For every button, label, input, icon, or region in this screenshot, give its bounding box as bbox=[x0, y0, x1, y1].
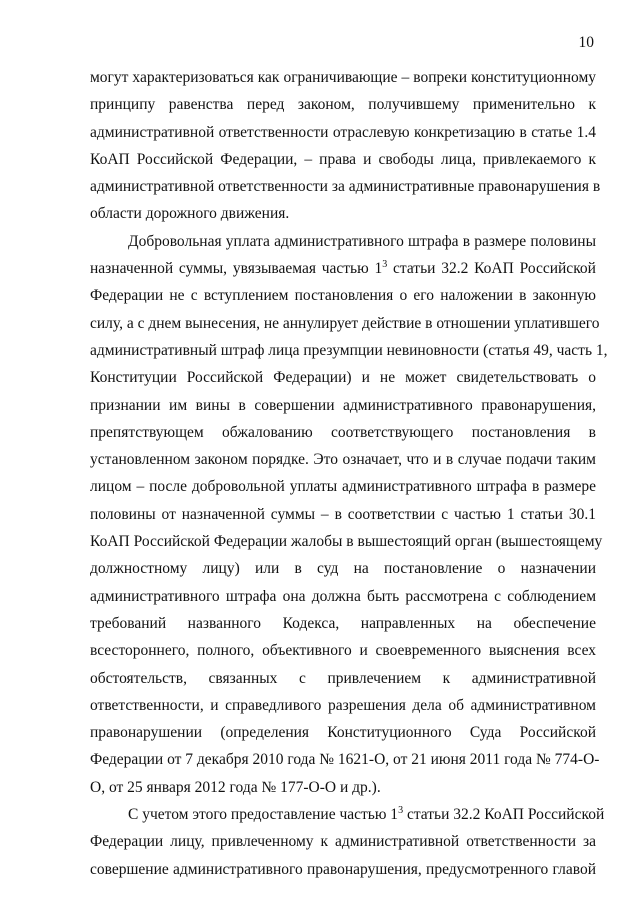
text-line: препятствующем обжалованию соответствующего постановления в bbox=[90, 423, 596, 441]
superscript: 3 bbox=[398, 805, 404, 817]
text-line: административной ответственности за административные правонарушения в bbox=[90, 178, 601, 196]
text-line: установленном законом порядке. Это означает, что и в случае подачи таким bbox=[90, 451, 596, 469]
superscript: 3 bbox=[382, 259, 388, 271]
text-line: административный штраф лица презумпции невиновности (статья 49, часть 1, bbox=[90, 341, 608, 359]
text-fragment: статьи 32.2 КоАП Российской bbox=[403, 806, 605, 824]
text-line: принципу равенства перед законом, получившему применительно к bbox=[90, 96, 596, 114]
text-fragment: С учетом этого предоставление частью 1 bbox=[128, 806, 399, 824]
text-line: требований названного Кодекса, направленных на обеспечение bbox=[90, 614, 596, 632]
document-body bbox=[90, 64, 608, 883]
text-line: обстоятельств, связанных с привлечением к административной bbox=[90, 669, 596, 687]
text-line: О, от 25 января 2012 года № 177-О-О и др.). bbox=[90, 778, 381, 796]
text-line: административного штрафа она должна быть рассмотрена с соблюдением bbox=[90, 587, 596, 605]
text-line: административной ответственности отраслевую конкретизацию в статье 1.4 bbox=[90, 123, 596, 141]
text-line: половины от назначенной суммы – в соответствии с частью 1 статьи 30.1 bbox=[90, 505, 596, 523]
text-line: ответственности, и справедливого разрешения дела об административном bbox=[90, 696, 596, 714]
text-line: Федерации не с вступлением постановления о его наложении в законную bbox=[90, 287, 596, 305]
text-line: Добровольная уплата административного штрафа в размере половины bbox=[128, 232, 596, 250]
text-fragment: назначенной суммы, увязываемая частью 1 bbox=[90, 260, 383, 278]
text-line: совершение административного правонарушения, предусмотренного главой bbox=[90, 860, 596, 878]
text-line: области дорожного движения. bbox=[90, 205, 290, 223]
text-line bbox=[90, 255, 596, 282]
text-line: правонарушении (определения Конституционного Суда Российской bbox=[90, 724, 596, 742]
text-line: признании им вины в совершении административного правонарушения, bbox=[90, 396, 596, 414]
text-line: могут характеризоваться как ограничивающие – вопреки конституционному bbox=[90, 69, 596, 86]
text-fragment: статьи 32.2 КоАП Российской bbox=[387, 260, 596, 278]
text-line: должностному лицу) или в суд на постановление о назначении bbox=[90, 560, 596, 578]
text-line bbox=[90, 801, 605, 828]
text-line: Конституции Российской Федерации) и не может свидетельствовать о bbox=[90, 369, 596, 387]
text-line: всестороннего, полного, объективного и своевременного выяснения всех bbox=[90, 642, 596, 660]
text-line: Федерации лицу, привлеченному к административной ответственности за bbox=[90, 833, 596, 851]
text-line: лицом – после добровольной уплаты административного штрафа в размере bbox=[90, 478, 596, 496]
text-line: силу, а с днем вынесения, не аннулирует действие в отношении уплатившего bbox=[90, 314, 600, 332]
text-line: КоАП Российской Федерации жалобы в вышестоящий орган (вышестоящему bbox=[90, 533, 603, 551]
text-line: Федерации от 7 декабря 2010 года № 1621-О, от 21 июня 2011 года № 774-О- bbox=[90, 751, 600, 769]
text-line: КоАП Российской Федерации, – права и свободы лица, привлекаемого к bbox=[90, 150, 596, 168]
page-number: 10 bbox=[578, 34, 594, 51]
